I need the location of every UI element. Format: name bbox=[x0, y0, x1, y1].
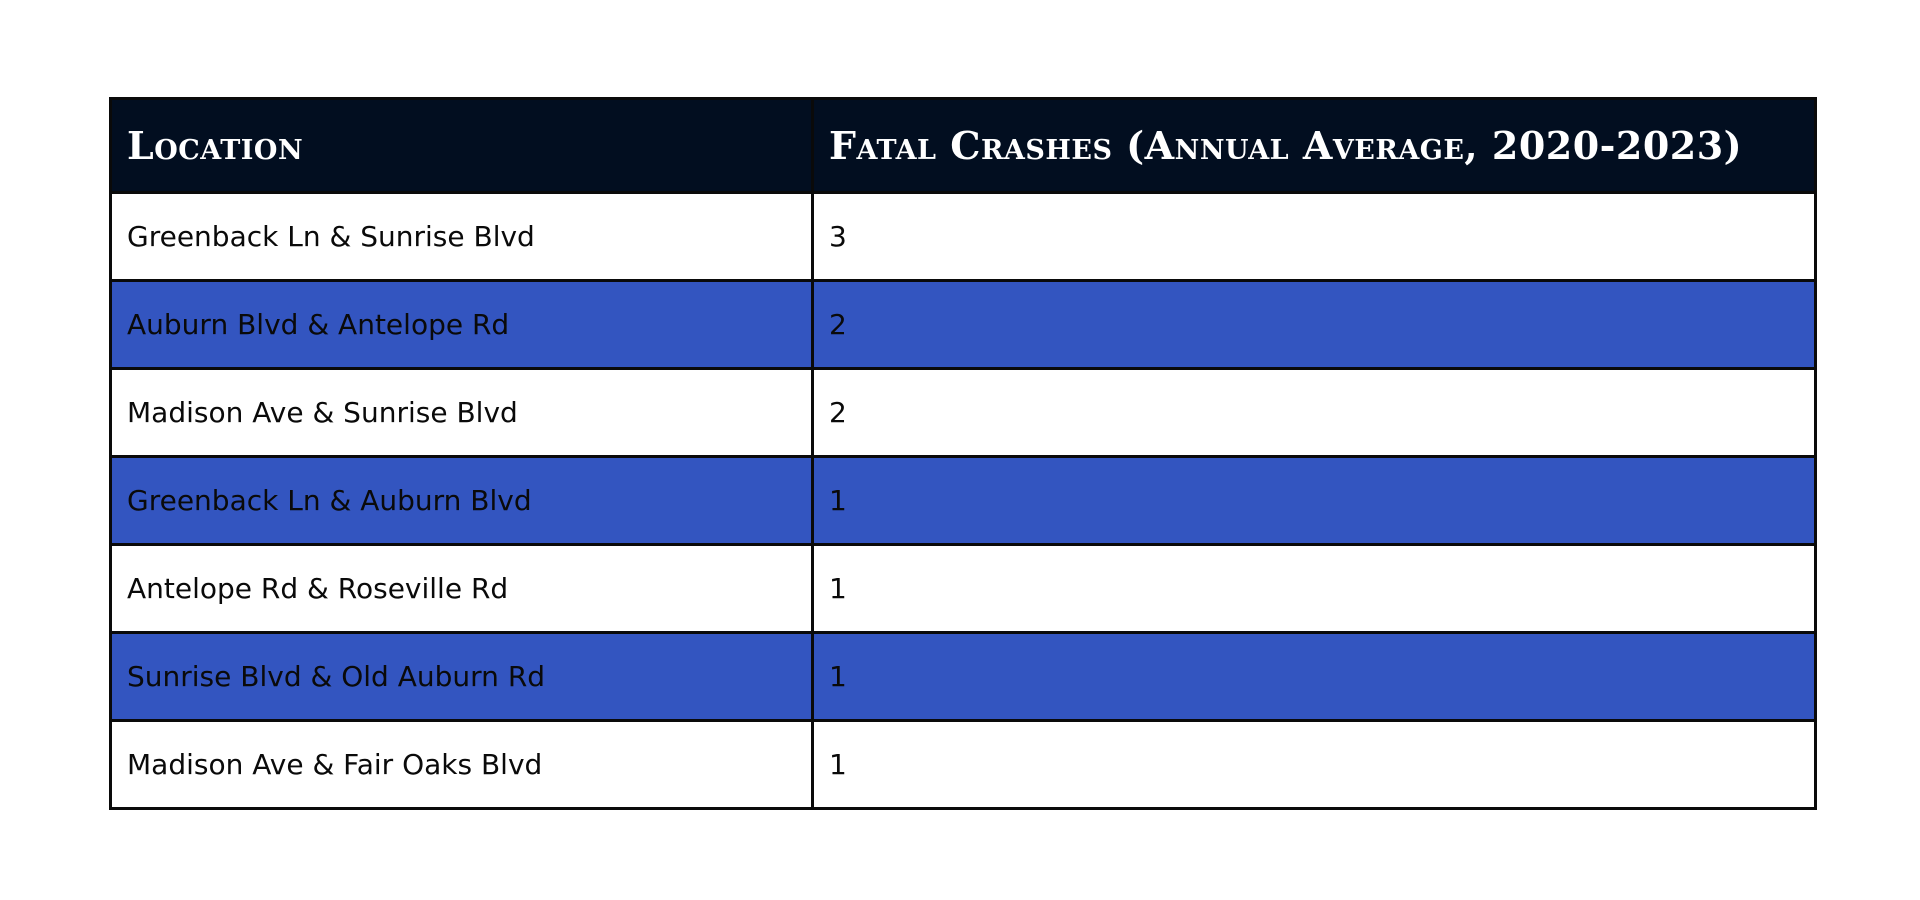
table-header-row bbox=[111, 99, 1816, 193]
fatal-crashes-cell: 1 bbox=[813, 457, 1816, 545]
location-cell: Antelope Rd & Roseville Rd bbox=[111, 545, 813, 633]
fatal-crashes-cell: 2 bbox=[813, 281, 1816, 369]
fatal-crashes-cell: 1 bbox=[813, 633, 1816, 721]
table-row bbox=[111, 545, 1816, 633]
table-row bbox=[111, 281, 1816, 369]
fatal-crashes-cell: 3 bbox=[813, 193, 1816, 281]
location-cell: Greenback Ln & Sunrise Blvd bbox=[111, 193, 813, 281]
location-cell: Madison Ave & Sunrise Blvd bbox=[111, 369, 813, 457]
header-location: Location bbox=[111, 99, 813, 193]
table-row bbox=[111, 369, 1816, 457]
fatal-crashes-table bbox=[109, 97, 1817, 810]
location-cell: Sunrise Blvd & Old Auburn Rd bbox=[111, 633, 813, 721]
table-row bbox=[111, 457, 1816, 545]
location-cell: Auburn Blvd & Antelope Rd bbox=[111, 281, 813, 369]
fatal-crashes-cell: 1 bbox=[813, 545, 1816, 633]
fatal-crashes-cell: 1 bbox=[813, 721, 1816, 809]
location-cell: Greenback Ln & Auburn Blvd bbox=[111, 457, 813, 545]
table-row bbox=[111, 721, 1816, 809]
fatal-crashes-cell: 2 bbox=[813, 369, 1816, 457]
table-row bbox=[111, 633, 1816, 721]
header-fatal-crashes: Fatal Crashes (Annual Average, 2020-2023) bbox=[813, 99, 1816, 193]
table-row bbox=[111, 193, 1816, 281]
location-cell: Madison Ave & Fair Oaks Blvd bbox=[111, 721, 813, 809]
